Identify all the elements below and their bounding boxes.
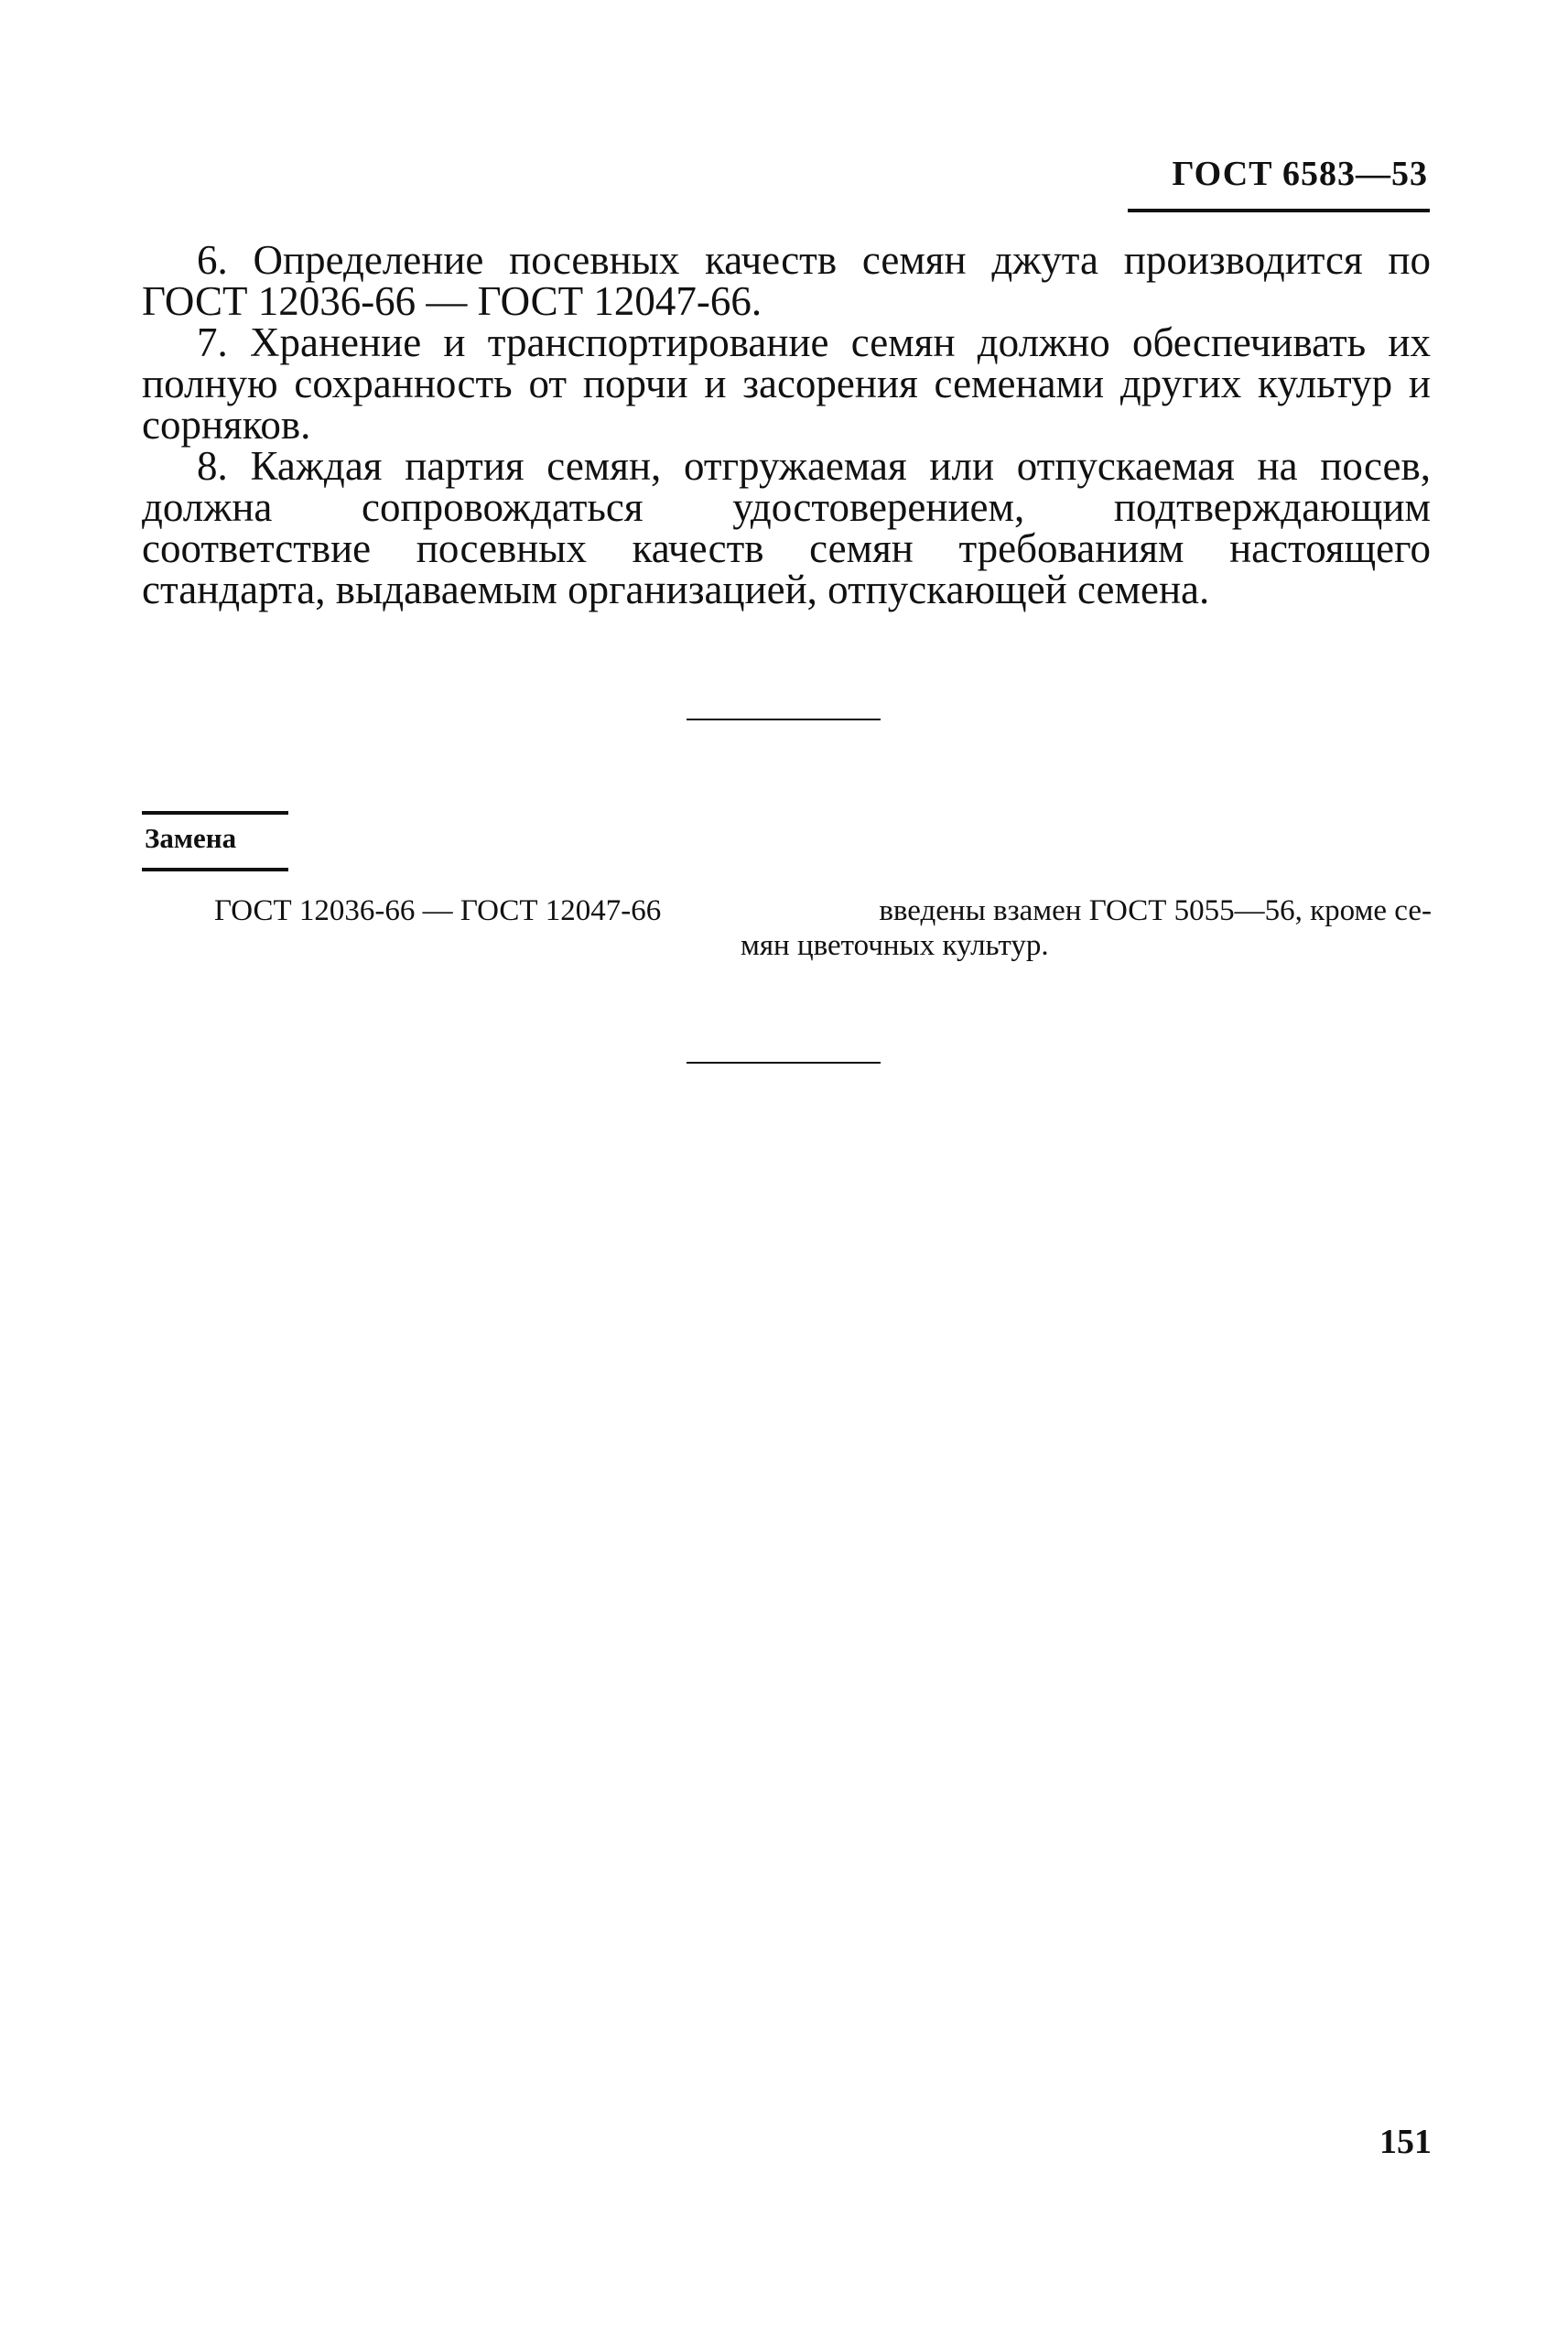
replacement-note-line-1 bbox=[214, 893, 1432, 928]
replacement-rule-top bbox=[142, 811, 288, 815]
header-rule bbox=[1128, 209, 1430, 212]
replacement-text: введены взамен ГОСТ 5055—56, кроме се- bbox=[879, 894, 1432, 927]
replacement-label: Замена bbox=[145, 822, 237, 854]
body-text bbox=[142, 237, 1431, 612]
end-separator bbox=[687, 1062, 881, 1064]
paragraph-8: 8. Каждая партия семян, отгружаемая или отпускаемая на посев, должна сопровождаться удостоверением, подтверждающим соответствие посевных качеств семян требованиям настоящего стандарта, выдаваемым организацией, отпускающей семена. bbox=[142, 443, 1431, 612]
replacement-rule-bottom bbox=[142, 868, 288, 871]
replacement-note bbox=[214, 893, 1432, 963]
paragraph-6: 6. Определение посевных качеств семян джута производится по ГОСТ 12036-66 — ГОСТ 12047-66. bbox=[142, 237, 1431, 324]
section-separator bbox=[687, 719, 881, 720]
paragraph-7: 7. Хранение и транспортирование семян должно обеспечивать их полную сохранность от порчи и засорения семенами других культур и сорняков. bbox=[142, 319, 1431, 448]
document-code: ГОСТ 6583—53 bbox=[1172, 155, 1428, 193]
replacement-note-line-2: мян цветочных культур. bbox=[741, 929, 1049, 962]
replacement-standards: ГОСТ 12036-66 — ГОСТ 12047-66 bbox=[214, 894, 662, 927]
page-number: 151 bbox=[1379, 2123, 1432, 2161]
